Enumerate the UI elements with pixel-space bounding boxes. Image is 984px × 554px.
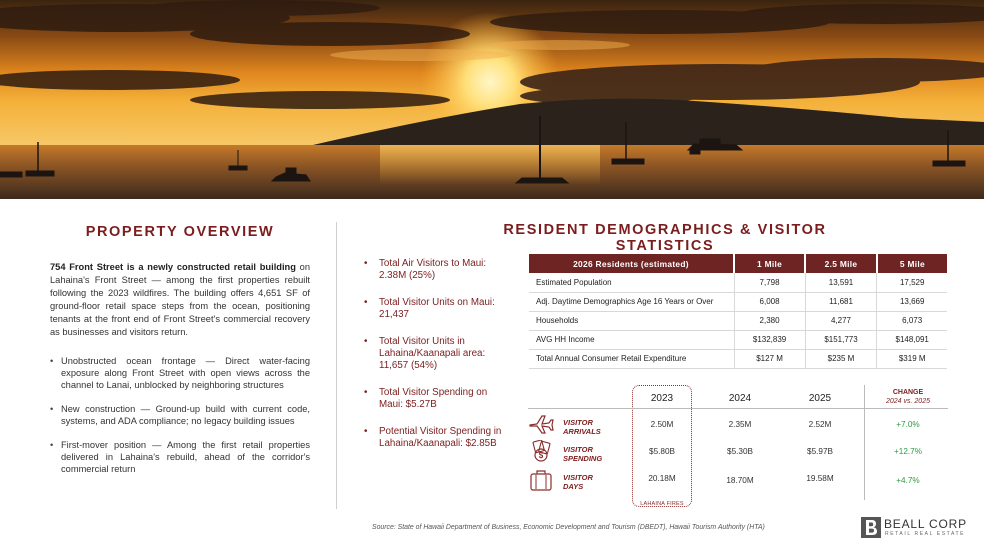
row-label: Households	[529, 311, 734, 330]
table-row	[529, 349, 947, 368]
table-row	[529, 292, 947, 311]
overview-intro-bold: 754 Front Street is a newly constructed retail building	[50, 262, 296, 272]
overview-bullet: • New construction — Ground-up build with current code, systems, and ADA compliance; no legacy building issues	[50, 403, 310, 427]
table-cell: 11,681	[805, 292, 877, 311]
overview-intro	[50, 261, 310, 339]
money-icon	[528, 440, 554, 462]
property-overview-title: PROPERTY OVERVIEW	[85, 224, 275, 240]
header-divider	[528, 408, 948, 409]
year-header: 2023	[650, 393, 674, 404]
table-cell: 13,591	[805, 273, 877, 292]
demographics-header: 5 Mile	[877, 254, 947, 273]
change-value: +4.7%	[896, 476, 920, 485]
overview-intro-text: on Lahaina's Front Street — among the first properties rebuilt following the 2023 wildfires. The building offers 4,651 SF of ground-floor retail space steps from the ocean, positioning tenants at the front end of Front Street's commercial recovery as businesses and visitors return.	[50, 262, 310, 337]
logo-tagline: RETAIL REAL ESTATE	[885, 531, 966, 537]
visitor-value: 2.52M	[808, 420, 832, 429]
demographics-table	[529, 254, 947, 369]
row-label-line: VISITOR	[563, 473, 593, 482]
demographics-header: 2026 Residents (estimated)	[529, 254, 734, 273]
demographics-header: 2.5 Mile	[805, 254, 877, 273]
visitor-value: 19.58M	[806, 474, 834, 483]
row-label	[563, 445, 602, 463]
table-cell: 17,529	[877, 273, 947, 292]
visitor-highlight: • Total Visitor Units on Maui: 21,437	[362, 297, 502, 321]
logo-name: BEALL CORP	[884, 517, 967, 531]
table-cell: 6,008	[734, 292, 805, 311]
table-cell: $151,773	[805, 330, 877, 349]
row-label-line: SPENDING	[563, 454, 603, 463]
row-label-line: DAYS	[563, 482, 584, 491]
row-label-line: ARRIVALS	[563, 427, 601, 436]
overview-bullet: • First-mover position — Among the first retail properties delivered in Lahaina's rebuild, ahead of the corridor's commercial return	[50, 439, 310, 475]
change-header-sub: 2024 vs. 2025	[886, 398, 930, 405]
visitor-highlights	[362, 258, 502, 465]
table-cell: $127 M	[734, 349, 805, 368]
visitor-value: 2.35M	[728, 420, 752, 429]
table-cell: $235 M	[805, 349, 877, 368]
visitor-statistics-table	[526, 385, 950, 509]
row-label: Adj. Daytime Demographics Age 16 Years or Over	[529, 292, 734, 311]
demographics-header-row	[529, 254, 947, 273]
demographics-section-title: RESIDENT DEMOGRAPHICS & VISITOR STATISTICS	[503, 222, 827, 254]
year-header: 2025	[808, 393, 832, 404]
visitor-highlight: • Total Visitor Units in Lahaina/Kaanapali area: 11,657 (54%)	[362, 336, 502, 372]
visitor-value: 2.50M	[650, 420, 674, 429]
source-note: Source: State of Hawaii Department of Business, Economic Development and Tourism (DBEDT), Hawaii Tourism Authority (HTA)	[372, 524, 765, 531]
visitor-highlight: • Total Visitor Spending on Maui: $5.27B	[362, 387, 502, 411]
hero-sunset-photo	[0, 0, 984, 199]
airplane-icon	[528, 413, 554, 435]
overview-bullets	[50, 355, 310, 475]
row-label	[563, 473, 593, 491]
table-row	[529, 273, 947, 292]
table-cell: 13,669	[877, 292, 947, 311]
table-cell: $148,091	[877, 330, 947, 349]
table-row	[529, 330, 947, 349]
column-divider	[336, 222, 337, 509]
year-header: 2024	[728, 393, 752, 404]
row-label: Estimated Population	[529, 273, 734, 292]
table-cell: 7,798	[734, 273, 805, 292]
table-cell: 6,073	[877, 311, 947, 330]
row-label	[563, 418, 601, 436]
row-label-line: VISITOR	[563, 418, 593, 427]
suitcase-icon	[528, 469, 554, 491]
change-divider	[864, 385, 865, 500]
table-cell: 4,277	[805, 311, 877, 330]
row-label: AVG HH Income	[529, 330, 734, 349]
lahaina-fires-label: LAHAINA FIRES	[640, 501, 684, 507]
demographics-header: 1 Mile	[734, 254, 805, 273]
visitor-value: $5.80B	[649, 447, 675, 456]
table-cell: $132,839	[734, 330, 805, 349]
visitor-value: $5.30B	[727, 447, 753, 456]
visitor-value: 18.70M	[726, 476, 754, 485]
row-label-line: VISITOR	[563, 445, 593, 454]
table-row	[529, 311, 947, 330]
change-value: +12.7%	[894, 447, 922, 456]
visitor-highlight: • Total Air Visitors to Maui: 2.38M (25%)	[362, 258, 502, 282]
property-overview	[50, 224, 310, 487]
change-value: +7.0%	[896, 420, 920, 429]
table-cell: $319 M	[877, 349, 947, 368]
visitor-highlight: • Potential Visitor Spending in Lahaina/Kaanapali: $2.85B	[362, 426, 502, 450]
visitor-value: $5.97B	[807, 447, 833, 456]
visitor-value: 20.18M	[648, 474, 676, 483]
table-cell: 2,380	[734, 311, 805, 330]
logo-mark-icon	[861, 517, 881, 538]
change-header	[866, 388, 950, 406]
change-header-label: CHANGE	[892, 389, 924, 396]
row-label: Total Annual Consumer Retail Expenditure	[529, 349, 734, 368]
overview-bullet: • Unobstructed ocean frontage — Direct water-facing exposure along Front Street with open views across the channel to Lanai, unblocked by neighboring structures	[50, 355, 310, 391]
svg-text:$: $	[538, 451, 544, 460]
